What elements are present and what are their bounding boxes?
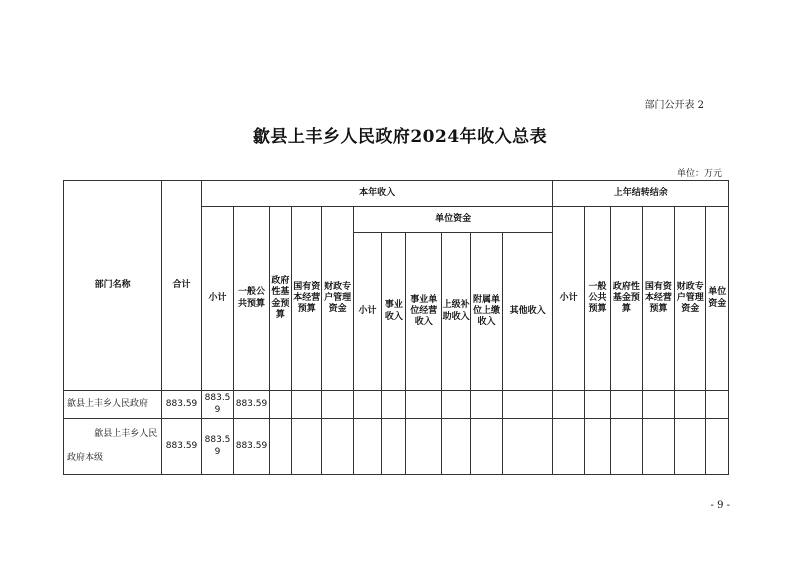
row-dept-name: 歙县上丰乡人民政府	[64, 391, 162, 419]
header-business-income: 事业收入	[382, 233, 406, 391]
page-title: 歙县上丰乡人民政府2024年收入总表	[252, 127, 548, 147]
row-general-budget: 883.59	[234, 419, 269, 475]
header-total: 合计	[162, 181, 202, 391]
unit-label: 单位：万元	[676, 169, 722, 179]
header-current-year: 本年收入	[201, 181, 553, 207]
document-label: 部门公开表 2	[644, 100, 704, 111]
header-carry-fiscal-special: 财政专户管理资金	[675, 207, 706, 391]
header-operating-income: 事业单位经营收入	[406, 233, 441, 391]
header-carry-state-capital: 国有资本经营预算	[642, 207, 674, 391]
revenue-table	[63, 180, 729, 475]
header-state-capital: 国有资本经营预算	[292, 207, 322, 391]
table-row	[64, 419, 729, 475]
header-fiscal-special: 财政专户管理资金	[322, 207, 353, 391]
header-affiliated-payment: 附属单位上缴收入	[471, 233, 502, 391]
header-carry-fund: 政府性基金预算	[611, 207, 642, 391]
row-subtotal: 883.59	[201, 391, 233, 419]
row-general-budget: 883.59	[234, 391, 269, 419]
page-number: - 9 -	[710, 500, 730, 511]
header-unit-subtotal: 小计	[353, 233, 381, 391]
row-dept-name: 歙县上丰乡人民 政府本级	[64, 419, 162, 475]
row-total: 883.59	[162, 391, 202, 419]
header-carry-unit-funds: 单位资金	[706, 207, 729, 391]
header-carry-subtotal: 小计	[553, 207, 584, 391]
row-subtotal: 883.59	[201, 419, 233, 475]
row-total: 883.59	[162, 419, 202, 475]
header-general-budget: 一般公共预算	[234, 207, 269, 391]
header-superior-subsidy: 上级补助收入	[441, 233, 470, 391]
header-fund-budget: 政府性基金预算	[269, 207, 291, 391]
header-carryover: 上年结转结余	[553, 181, 729, 207]
header-dept-name: 部门名称	[64, 181, 162, 391]
header-carry-general: 一般公共预算	[584, 207, 610, 391]
table-row	[64, 391, 729, 419]
header-subtotal: 小计	[201, 207, 233, 391]
header-unit-funds: 单位资金	[353, 207, 553, 233]
header-other-income: 其他收入	[502, 233, 553, 391]
